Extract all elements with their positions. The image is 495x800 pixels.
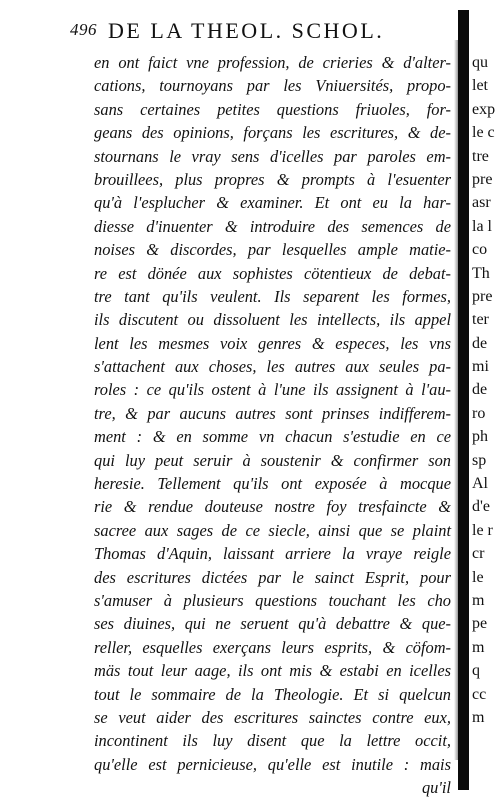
facing-page-line: d'e: [472, 498, 490, 516]
text-line: qu'elle est pernicieuse, qu'elle est inutile : mais: [94, 754, 451, 774]
facing-page-line: la l: [472, 217, 492, 235]
text-line: geans des opinions, forçans les escritures, & de-: [94, 123, 451, 143]
facing-page-line: Th: [472, 264, 490, 282]
facing-page-line: m: [472, 591, 485, 609]
text-line: des escritures dictées par le sainct Esprit, pour: [94, 567, 451, 587]
text-line: cations, tournoyans par les Vniuersités, propo-: [94, 76, 451, 96]
text-line: stournans le vray sens d'icelles par paroles em-: [94, 146, 451, 166]
facing-page-line: pre: [472, 287, 493, 305]
facing-page-line: q: [472, 662, 480, 680]
facing-page-line: co: [472, 241, 488, 259]
text-line: tre tant qu'ils veulent. Ils separent les formes,: [94, 286, 451, 306]
facing-page-line: asr: [472, 194, 491, 212]
book-gutter: [458, 10, 469, 790]
text-line: reller, esquelles exerçans leurs esprits, & cöfom-: [94, 637, 451, 657]
facing-page-fragment: [472, 51, 495, 729]
text-line: qu'à l'esplucher & examiner. Et ont eu la har-: [94, 193, 451, 213]
facing-page-line: let: [472, 77, 488, 95]
text-line: s'attachent aux choses, les autres aux seules pa-: [94, 357, 451, 377]
text-line: tout le sommaire de la Theologie. Et si quelcun: [94, 684, 451, 704]
text-line: sans certaines petites questions friuoles, for-: [94, 99, 451, 119]
text-line: brouillees, plus propres & prompts à l'esuenter: [94, 169, 451, 189]
text-line: heresie. Tellement qu'ils ont exposée à mocque: [94, 474, 451, 494]
facing-page-line: ph: [472, 428, 488, 446]
text-line: ils discutent ou dissoluent les intellects, ils appel: [94, 310, 451, 330]
facing-page-line: cr: [472, 545, 485, 563]
facing-page-line: de: [472, 381, 488, 399]
text-line: noises & discordes, par lesquelles ample matie-: [94, 240, 451, 260]
facing-page-line: tre: [472, 147, 489, 165]
facing-page-line: pe: [472, 615, 488, 633]
running-head: DE LA THEOL. SCHOL.: [108, 18, 385, 43]
facing-page-line: mi: [472, 358, 489, 376]
text-line: mäs tout leur aage, ils ont mis & estabi en icelles: [94, 661, 451, 681]
text-line: sacree aux sages de ce siecle, ainsi que se plaint: [94, 520, 451, 540]
text-line: s'amuser à plusieurs questions touchant les cho: [94, 590, 451, 610]
facing-page-line: le c: [472, 124, 495, 142]
facing-page-line: ter: [472, 311, 489, 329]
facing-page-line: pre: [472, 170, 493, 188]
text-line: se veut aider des escritures sainctes contre eux,: [94, 707, 451, 727]
text-line: re est dönée aux sophistes cötentieux de debat-: [94, 263, 451, 283]
text-line: lent les mesmes voix genres & especes, les vns: [94, 333, 451, 353]
facing-page-line: cc: [472, 685, 487, 703]
text-line: qui luy peut seruir à soustenir & confirmer son: [94, 450, 451, 470]
text-line: en ont faict vne profession, de crieries & d'alter-: [94, 53, 451, 72]
facing-page-line: de: [472, 334, 488, 352]
facing-page-line: m: [472, 638, 485, 656]
facing-page-line: le r: [472, 521, 493, 539]
text-line: ment : & en somme vn chacun s'estudie en ce: [94, 427, 451, 447]
facing-page-line: Al: [472, 475, 488, 493]
facing-page-line: le: [472, 568, 484, 586]
page-number: 496: [70, 20, 97, 39]
text-line: rie & rendue douteuse nostre foy tresfaincte &: [94, 497, 451, 517]
facing-page-line: qu: [472, 54, 488, 71]
text-line: qu'il: [421, 778, 451, 798]
text-line: incontinent ils luy disent que la lettre occit,: [94, 731, 451, 751]
page-header: [70, 20, 470, 48]
facing-page-line: m: [472, 708, 485, 726]
body-text: [94, 51, 451, 800]
text-line: roles : ce qu'ils ostent à l'une ils assignent à l'au-: [94, 380, 451, 400]
facing-page-line: exp: [472, 100, 495, 118]
text-line: ses diuines, qui ne seruent qu'à debattre & que-: [94, 614, 451, 634]
text-line: diesse d'inuenter & introduire des semences de: [94, 216, 451, 236]
text-line: Thomas d'Aquin, laissant arriere la vraye reigle: [94, 544, 451, 564]
text-line: tre, & par aucuns autres sont prinses indifferem-: [94, 403, 451, 423]
facing-page-line: sp: [472, 451, 487, 469]
facing-page-line: ro: [472, 404, 486, 422]
